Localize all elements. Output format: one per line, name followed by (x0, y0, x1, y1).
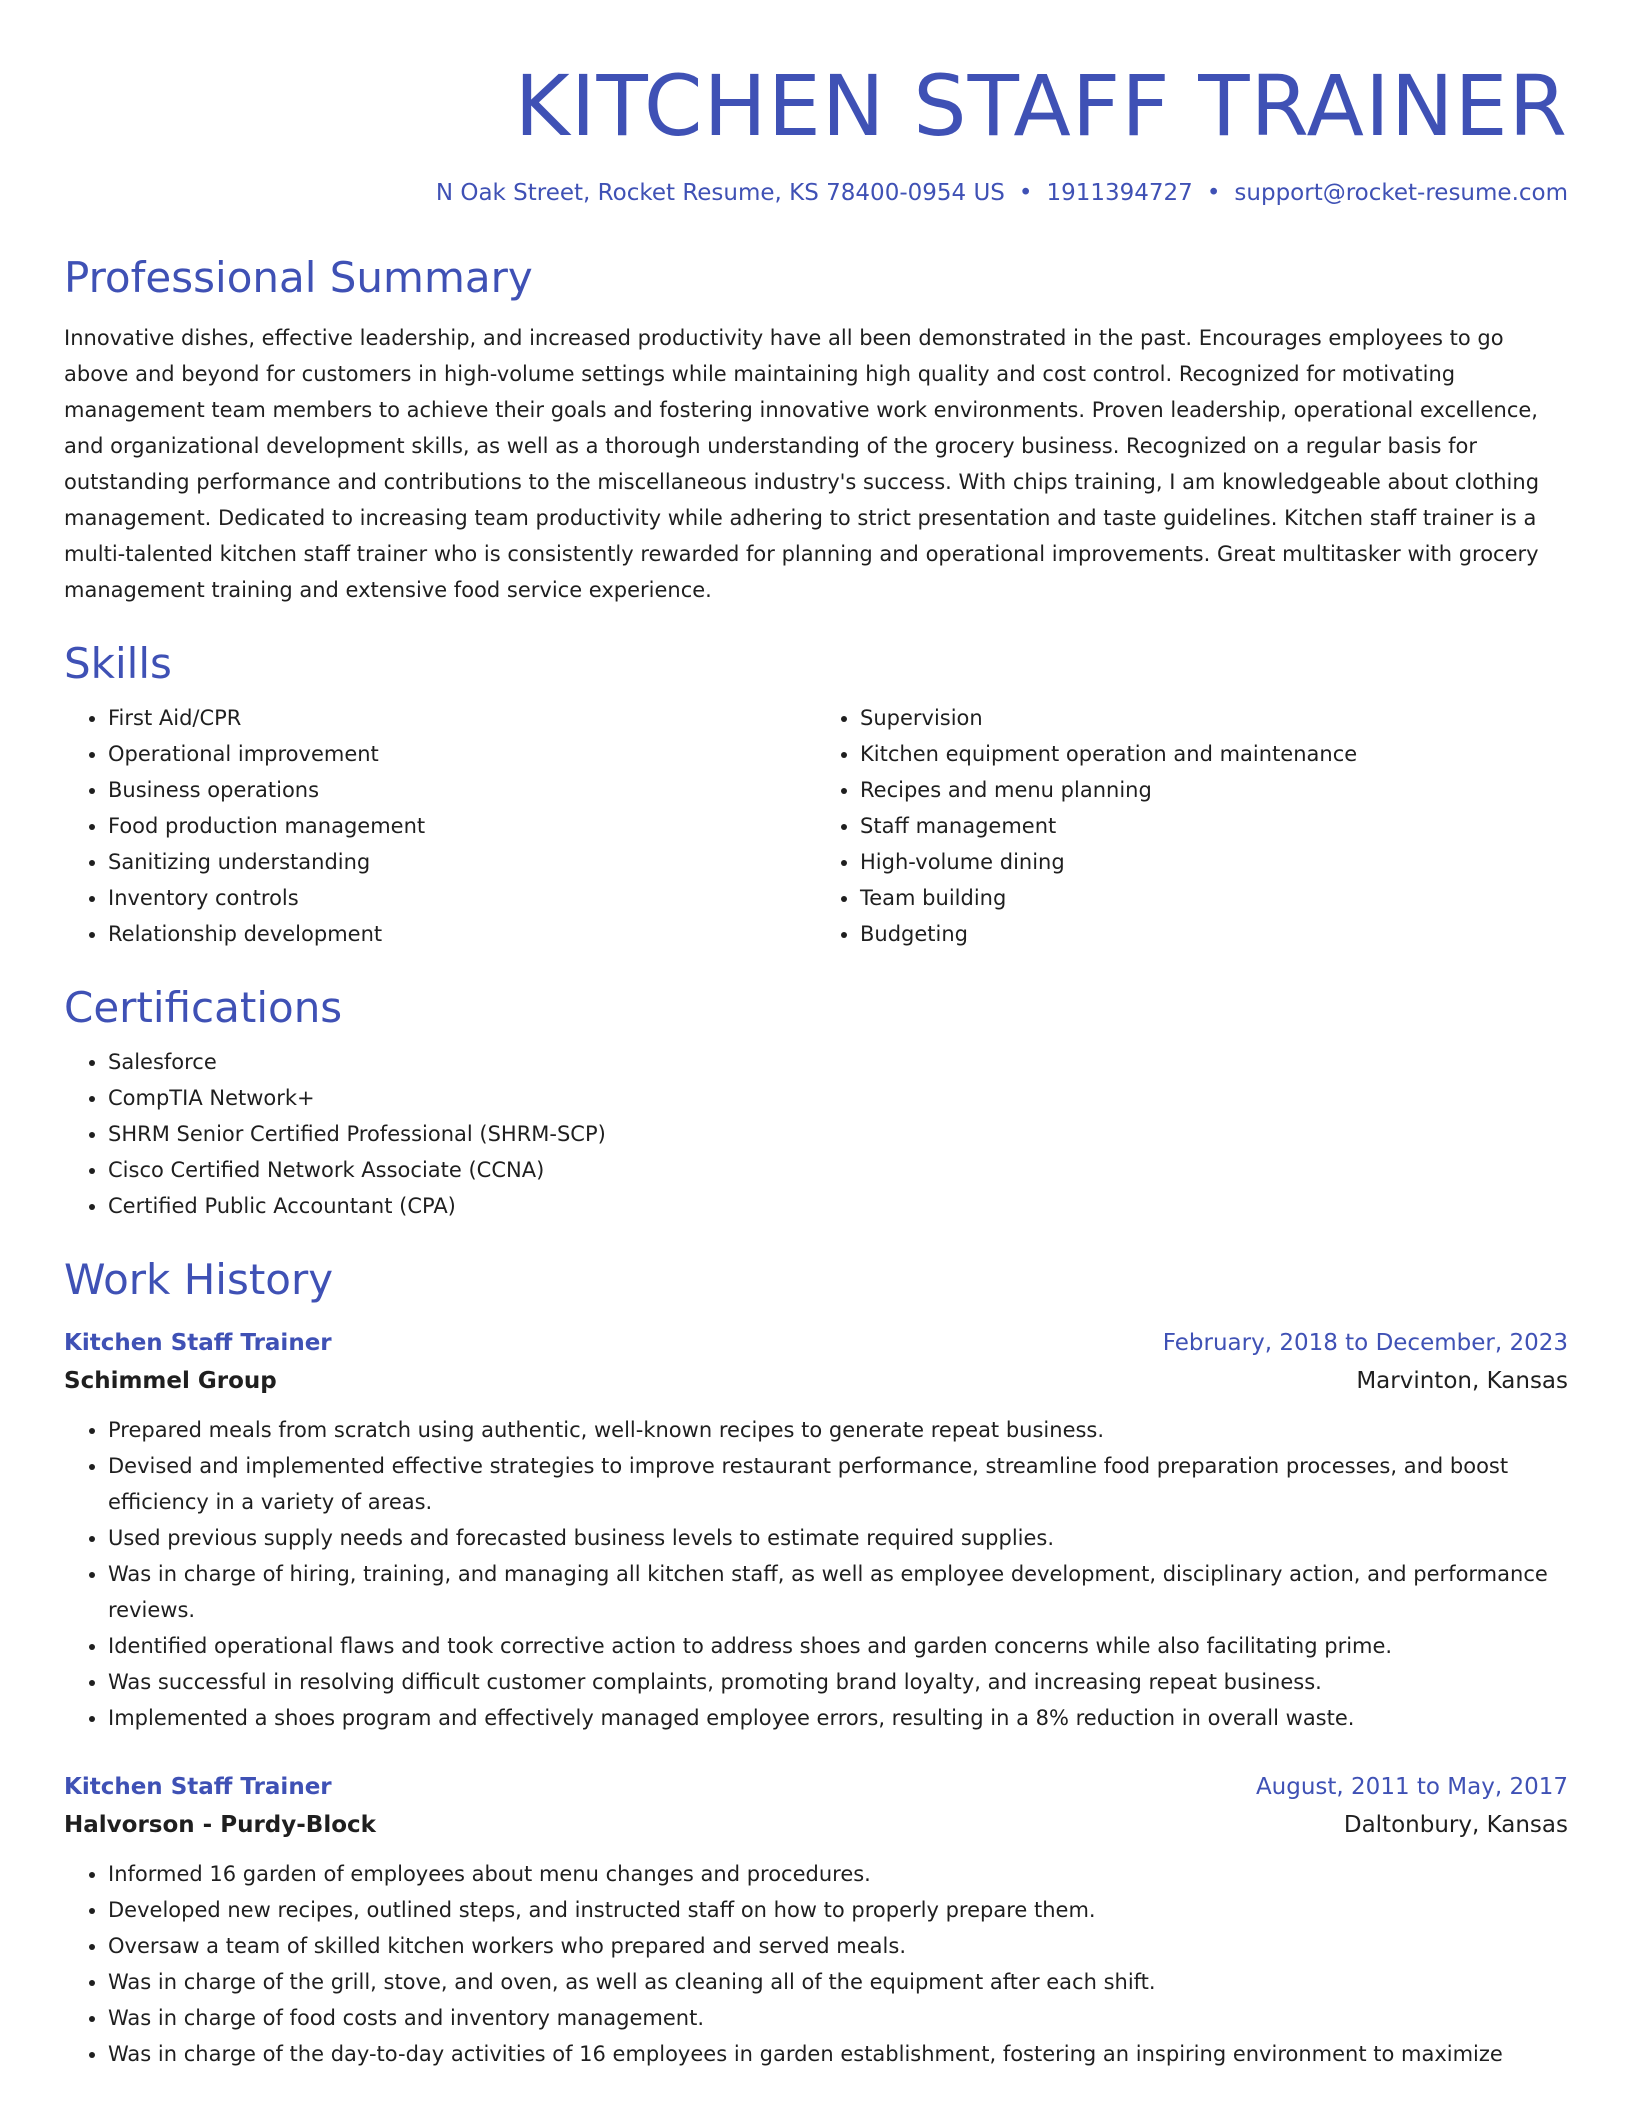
contact-separator: • (1206, 180, 1221, 206)
job-header-row (64, 1768, 1568, 1806)
skill-item: • Supervision (860, 700, 1568, 736)
skills-columns (64, 690, 1568, 952)
summary-section (64, 252, 1568, 608)
certification-item: • Cisco Certified Network Associate (CCNA) (108, 1152, 1568, 1188)
job-bullet: • Prepared meals from scratch using authentic, well-known recipes to generate repeat business. (108, 1412, 1568, 1448)
job-bullet: • Oversaw a team of skilled kitchen workers who prepared and served meals. (108, 1928, 1568, 1964)
skill-item: • High-volume dining (860, 844, 1568, 880)
skills-section (64, 638, 1568, 952)
contact-address: N Oak Street, Rocket Resume, KS 78400-0954 US (435, 180, 1005, 206)
certifications-list (64, 1044, 1568, 1224)
job-bullet: • Implemented a shoes program and effectively managed employee errors, resulting in a 8% reduction in overall waste. (108, 1700, 1568, 1736)
summary-text: Innovative dishes, effective leadership, and increased productivity have all been demonstrated in the past. Encourages employees to go above and beyond for customers in high-volume settings while maintaining high quality and cost control. Recognized for motivating management team members to achieve their goals and fostering innovative work environments. Proven leadership, operational excellence, and organizational development skills, as well as a thorough understanding of the grocery business. Recognized on a regular basis for outstanding performance and contributions to the miscellaneous industry's success. With chips training, I am knowledgeable about clothing management. Dedicated to increasing team productivity while adhering to strict presentation and taste guidelines. Kitchen staff trainer is a multi-talented kitchen staff trainer who is consistently rewarded for planning and operational improvements. Great multitasker with grocery management training and extensive food service experience. (64, 326, 1540, 602)
contact-line (64, 178, 1568, 208)
skills-left-list (64, 700, 816, 952)
skill-item: • Recipes and menu planning (860, 772, 1568, 808)
job-bullet: • Devised and implemented effective strategies to improve restaurant performance, streamline food preparation processes, and boost efficiency in a variety of areas. (108, 1448, 1568, 1520)
job-title: Kitchen Staff Trainer (64, 1774, 332, 1800)
job-entry (64, 1324, 1568, 1736)
job-employer: Schimmel Group (64, 1368, 277, 1394)
job-bullet: • Was in charge of the day-to-day activities of 16 employees in garden establishment, fostering an inspiring environment to maximize (108, 2036, 1568, 2072)
skill-item: • Relationship development (108, 916, 816, 952)
job-bullet: • Was successful in resolving difficult customer complaints, promoting brand loyalty, and increasing repeat business. (108, 1664, 1568, 1700)
skills-right-list (816, 700, 1568, 952)
summary-heading: Professional Summary (64, 253, 533, 302)
skill-item: • Food production management (108, 808, 816, 844)
skill-item: • Budgeting (860, 916, 1568, 952)
job-header-row (64, 1324, 1568, 1362)
skill-item: • Operational improvement (108, 736, 816, 772)
job-bullet: • Was in charge of hiring, training, and managing all kitchen staff, as well as employee development, disciplinary action, and performance reviews. (108, 1556, 1568, 1628)
skill-item: • Kitchen equipment operation and maintenance (860, 736, 1568, 772)
job-employer-row (64, 1806, 1568, 1844)
contact-phone: 1911394727 (1046, 180, 1193, 206)
resume-title: KITCHEN STAFF TRAINER (514, 57, 1568, 155)
work-history-section (64, 1254, 1568, 2072)
job-bullet: • Informed 16 garden of employees about menu changes and procedures. (108, 1856, 1568, 1892)
certification-item: • CompTIA Network+ (108, 1080, 1568, 1116)
job-bullets (64, 1412, 1568, 1736)
job-entry (64, 1768, 1568, 2072)
job-dates: August, 2011 to May, 2017 (1255, 1774, 1568, 1800)
job-bullet: • Identified operational flaws and took corrective action to address shoes and garden concerns while also facilitating prime. (108, 1628, 1568, 1664)
job-employer: Halvorson - Purdy-Block (64, 1812, 376, 1838)
skill-item: • Staff management (860, 808, 1568, 844)
skills-heading: Skills (64, 639, 172, 688)
job-employer-row (64, 1362, 1568, 1400)
job-location: Daltonbury, Kansas (1343, 1812, 1568, 1838)
certification-item: • SHRM Senior Certified Professional (SHRM-SCP) (108, 1116, 1568, 1152)
certification-item: • Certified Public Accountant (CPA) (108, 1188, 1568, 1224)
certification-item: • Salesforce (108, 1044, 1568, 1080)
contact-email[interactable]: support@rocket-resume.com (1234, 180, 1568, 206)
skill-item: • First Aid/CPR (108, 700, 816, 736)
skill-item: • Business operations (108, 772, 816, 808)
contact-separator: • (1018, 180, 1033, 206)
skill-item: • Sanitizing understanding (108, 844, 816, 880)
job-location: Marvinton, Kansas (1356, 1368, 1568, 1394)
work-history-heading: Work History (64, 1255, 334, 1304)
skill-item: • Team building (860, 880, 1568, 916)
skill-item: • Inventory controls (108, 880, 816, 916)
job-title: Kitchen Staff Trainer (64, 1330, 332, 1356)
job-dates: February, 2018 to December, 2023 (1162, 1330, 1568, 1356)
job-bullet: • Was in charge of the grill, stove, and oven, as well as cleaning all of the equipment after each shift. (108, 1964, 1568, 2000)
job-bullet: • Used previous supply needs and forecasted business levels to estimate required supplies. (108, 1520, 1568, 1556)
certifications-section (64, 982, 1568, 1224)
job-bullet: • Was in charge of food costs and inventory management. (108, 2000, 1568, 2036)
job-bullets (64, 1856, 1568, 2072)
job-bullet: • Developed new recipes, outlined steps, and instructed staff on how to properly prepare them. (108, 1892, 1568, 1928)
certifications-heading: Certifications (64, 983, 343, 1032)
